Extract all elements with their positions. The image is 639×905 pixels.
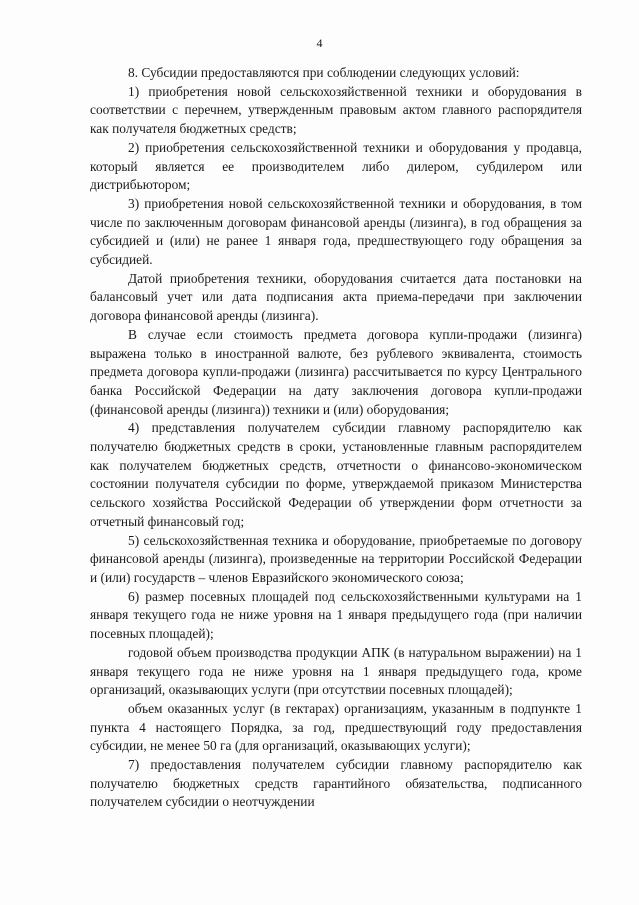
paragraph-condition-4: 4) представления получателем субсидии главному распорядителю как получателю бюджетных средств в сроки, установленные главным распорядителем как получателем бюджетных средств, отчетности о финансово-экономическом состоянии получателя субсидии по форме, утверждаемой приказом Министерства сельского хозяйства Российской Федерации об утверждении форм отчетности за отчетный финансовый год; [90,420,582,529]
paragraph-condition-3: 3) приобретения новой сельскохозяйственной техники и оборудования, в том числе по заключенным договорам финансовой аренды (лизинга), в год обращения за субсидией и (или) не ранее 1 января года, предшествующего году обращения за субсидией. [90,195,582,268]
paragraph-foreign-currency: В случае если стоимость предмета договора купли-продажи (лизинга) выражена только в иностранной валюте, без рублевого эквивалента, стоимость предмета договора купли-продажи (лизинга) рассчитывается по курсу Центрального банка Российской Федерации на дату заключения договора купли-продажи (финансовой аренды (лизинга)) техники и (или) оборудования; [90,326,582,417]
paragraph-condition-1: 1) приобретения новой сельскохозяйственной техники и оборудования в соответствии с перечнем, утвержденным правовым актом главного распорядителя как получателя бюджетных средств; [90,83,582,137]
paragraph-conditions-intro: 8. Субсидии предоставляются при соблюдении следующих условий: [128,65,520,80]
paragraph-condition-7: 7) предоставления получателем субсидии главному распорядителю как получателю бюджетных средств гарантийного обязательства, подписанного получателем субсидии о неотчуждении [90,757,582,810]
paragraph-condition-2: 2) приобретения сельскохозяйственной техники и оборудования у продавца, который является ее производителем либо дилером, субдилером или дистрибьютором; [90,139,582,193]
paragraph-production-volume: годовой объем производства продукции АПК (в натуральном выражении) на 1 января текущего года не ниже уровня на 1 января предыдущего года, кроме организаций, оказывающих услуги (при отсутствии посевных площадей); [90,644,582,698]
document-body [90,64,582,812]
paragraph-condition-5: 5) сельскохозяйственная техника и оборудование, приобретаемые по договору финансовой аренды (лизинга), произведенные на территории Российской Федерации и (или) государств – членов Евразийского экономического союза; [90,532,582,585]
paragraph-acquisition-date: Датой приобретения техники, оборудования считается дата постановки на балансовый учет или дата подписания акта приема-передачи при заключении договора финансовой аренды (лизинга). [90,270,582,324]
page-number: 4 [316,36,323,50]
paragraph-condition-6: 6) размер посевных площадей под сельскохозяйственными культурами на 1 января текущего года не ниже уровня на 1 января предыдущего года (при наличии посевных площадей); [90,588,582,642]
paragraph-services-volume: объем оказанных услуг (в гектарах) организациям, указанным в подпункте 1 пункта 4 настоящего Порядка, за год, предшествующий году предоставления субсидии, не менее 50 га (для организаций, оказывающих услуги); [90,700,582,754]
